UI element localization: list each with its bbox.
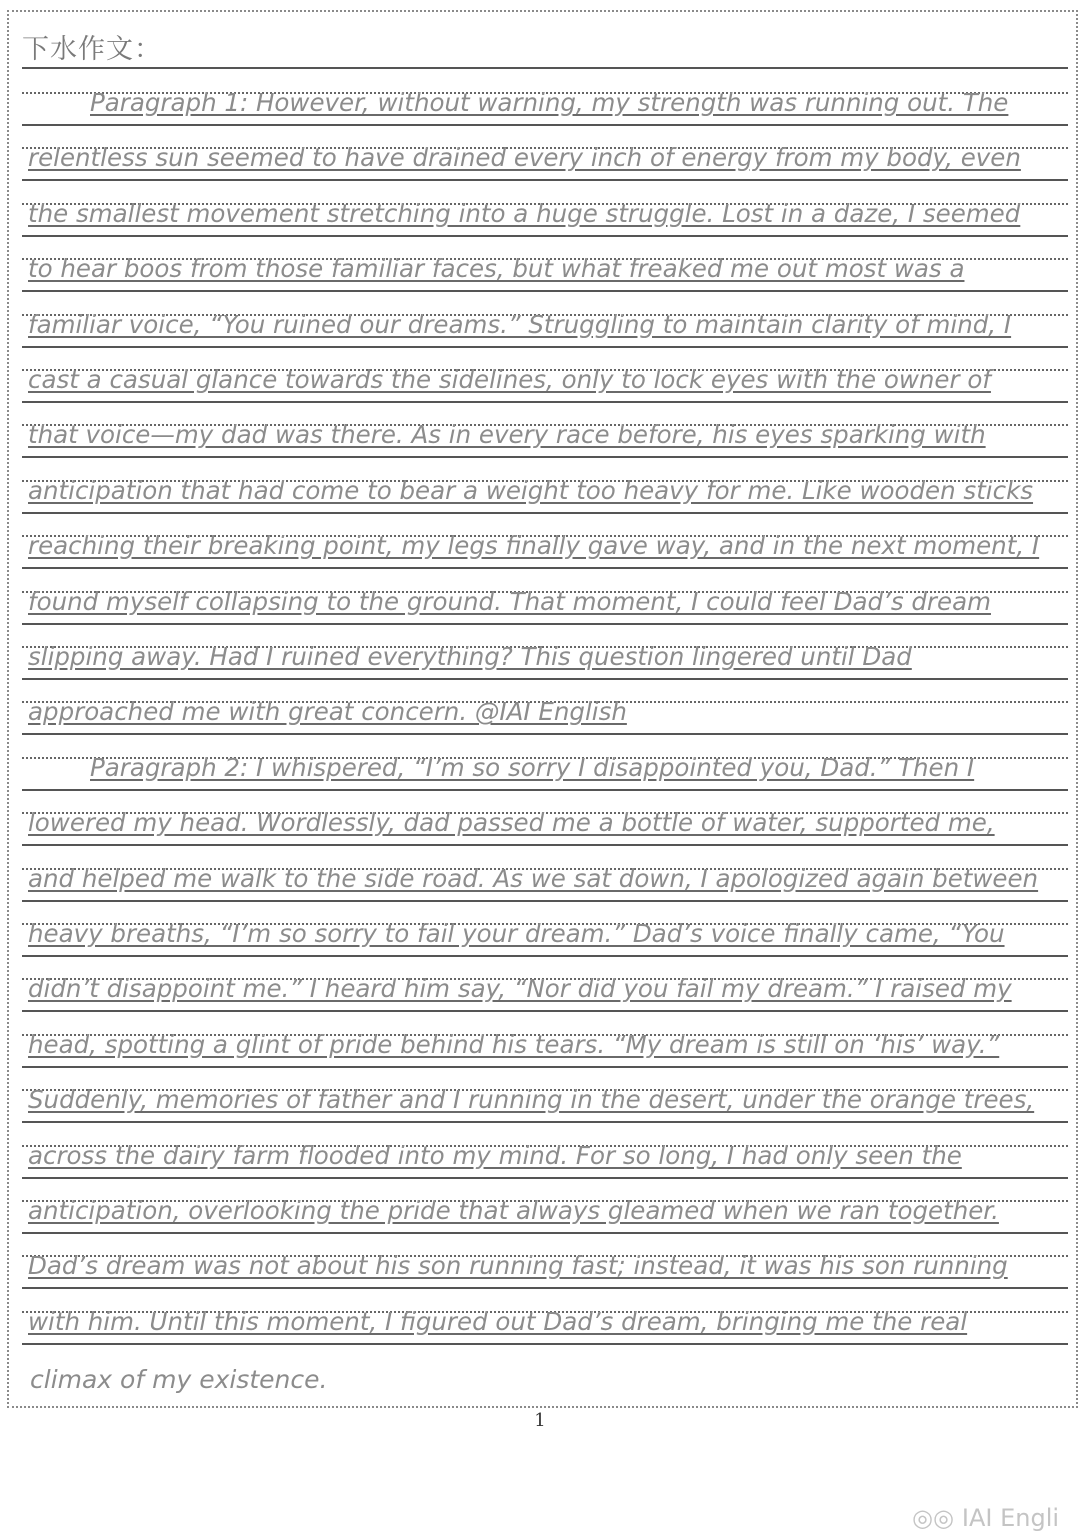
watermark <box>912 1504 1059 1532</box>
watermark-text: IAI Engli <box>961 1504 1060 1532</box>
baseline-rule <box>22 1177 1068 1179</box>
essay-line-text: across the dairy farm flooded into my mind. For so long, I had only seen the <box>28 1140 962 1170</box>
essay-line <box>22 581 1068 636</box>
essay-line <box>22 913 1068 968</box>
baseline-rule <box>22 179 1068 181</box>
essay-line-text: Paragraph 1: However, without warning, my strength was running out. The <box>90 88 1009 117</box>
essay-line <box>22 802 1068 857</box>
baseline-rule <box>22 1121 1068 1123</box>
essay-line-text: that voice—my dad was there. As in every race before, his eyes sparking with <box>28 420 986 450</box>
essay-line <box>22 304 1068 359</box>
baseline-rule <box>22 1066 1068 1068</box>
essay-line-text: slipping away. Had I ruined everything? This question lingered until Dad <box>28 642 912 671</box>
baseline-rule <box>22 955 1068 957</box>
essay-line-text: to hear boos from those familiar faces, but what freaked me out most was a <box>28 254 965 284</box>
heading: 下水作文： <box>22 34 162 65</box>
essay-last-line: climax of my existence. <box>30 1365 328 1394</box>
essay-line-text: approached me with great concern. @IAI English <box>28 697 627 727</box>
essay-line-text: Suddenly, memories of father and I running in the desert, under the orange trees, <box>28 1085 1035 1115</box>
baseline-rule <box>22 900 1068 902</box>
essay-line-text: cast a casual glance towards the sidelines, only to lock eyes with the owner of <box>28 365 991 394</box>
essay-line <box>22 747 1068 802</box>
essay-line-text: relentless sun seemed to have drained every inch of energy from my body, even <box>28 143 1021 173</box>
essay-line <box>22 1245 1068 1300</box>
essay-line-text: found myself collapsing to the ground. That moment, I could feel Dad’s dream <box>28 586 991 616</box>
baseline-rule <box>22 401 1068 403</box>
baseline-rule <box>22 1287 1068 1289</box>
baseline-rule <box>22 678 1068 680</box>
baseline-rule <box>22 623 1068 625</box>
essay-line <box>22 636 1068 691</box>
essay-line-text: Dad’s dream was not about his son running fast; instead, it was his son running <box>28 1251 1008 1281</box>
baseline-rule <box>22 567 1068 569</box>
essay-line <box>22 470 1068 525</box>
baseline-rule <box>22 733 1068 735</box>
essay-line <box>22 1301 1068 1356</box>
page-number: 1 <box>534 1410 546 1431</box>
essay-line-text: didn’t disappoint me.” I heard him say, “Nor did you fail my dream.” I raised my <box>28 974 1012 1004</box>
heading-rule <box>22 67 1068 69</box>
essay-line <box>22 248 1068 303</box>
essay-line <box>22 1024 1068 1079</box>
essay-line-text: Paragraph 2: I whispered, “I’m so sorry I disappointed you, Dad.” Then I <box>90 752 975 782</box>
baseline-rule <box>22 512 1068 514</box>
essay-line <box>22 968 1068 1023</box>
essay-line-text: head, spotting a glint of pride behind his tears. “My dream is still on ‘his’ way.” <box>28 1029 1000 1059</box>
essay-line-text: heavy breaths, “I’m so sorry to fail your dream.” Dad’s voice finally came, “You <box>28 919 1005 948</box>
baseline-rule <box>22 1010 1068 1012</box>
baseline-rule <box>22 346 1068 348</box>
essay-line <box>22 82 1068 137</box>
essay-line-text: lowered my head. Wordlessly, dad passed me a bottle of water, supported me, <box>28 808 995 838</box>
baseline-rule <box>22 290 1068 292</box>
essay-line <box>22 193 1068 248</box>
essay-line <box>22 858 1068 913</box>
wechat-icon: ◎◎ <box>912 1504 954 1532</box>
essay-line-text: familiar voice, “You ruined our dreams.” Struggling to maintain clarity of mind, I <box>28 309 1012 339</box>
baseline-rule <box>22 1232 1068 1234</box>
essay-line <box>22 137 1068 192</box>
baseline-rule <box>22 1343 1068 1345</box>
essay-line <box>22 414 1068 469</box>
essay-line-text: with him. Until this moment, I figured out Dad’s dream, bringing me the real <box>28 1306 968 1336</box>
essay-line <box>22 1079 1068 1134</box>
essay-line-text: anticipation, overlooking the pride that always gleamed when we ran together. <box>28 1196 999 1225</box>
essay-line-text: and helped me walk to the side road. As we sat down, I apologized again between <box>28 863 1039 893</box>
essay-line-text: the smallest movement stretching into a huge struggle. Lost in a daze, I seemed <box>28 198 1021 228</box>
baseline-rule <box>22 235 1068 237</box>
essay-line-text: reaching their breaking point, my legs finally gave way, and in the next moment, I <box>28 531 1040 561</box>
essay-line-text: anticipation that had come to bear a weight too heavy for me. Like wooden sticks <box>28 475 1034 505</box>
essay-line <box>22 1190 1068 1245</box>
essay-line <box>22 525 1068 580</box>
baseline-rule <box>22 789 1068 791</box>
essay-line <box>22 359 1068 414</box>
essay-line <box>22 691 1068 746</box>
baseline-rule <box>22 456 1068 458</box>
baseline-rule <box>22 124 1068 126</box>
essay-line <box>22 1135 1068 1190</box>
baseline-rule <box>22 844 1068 846</box>
